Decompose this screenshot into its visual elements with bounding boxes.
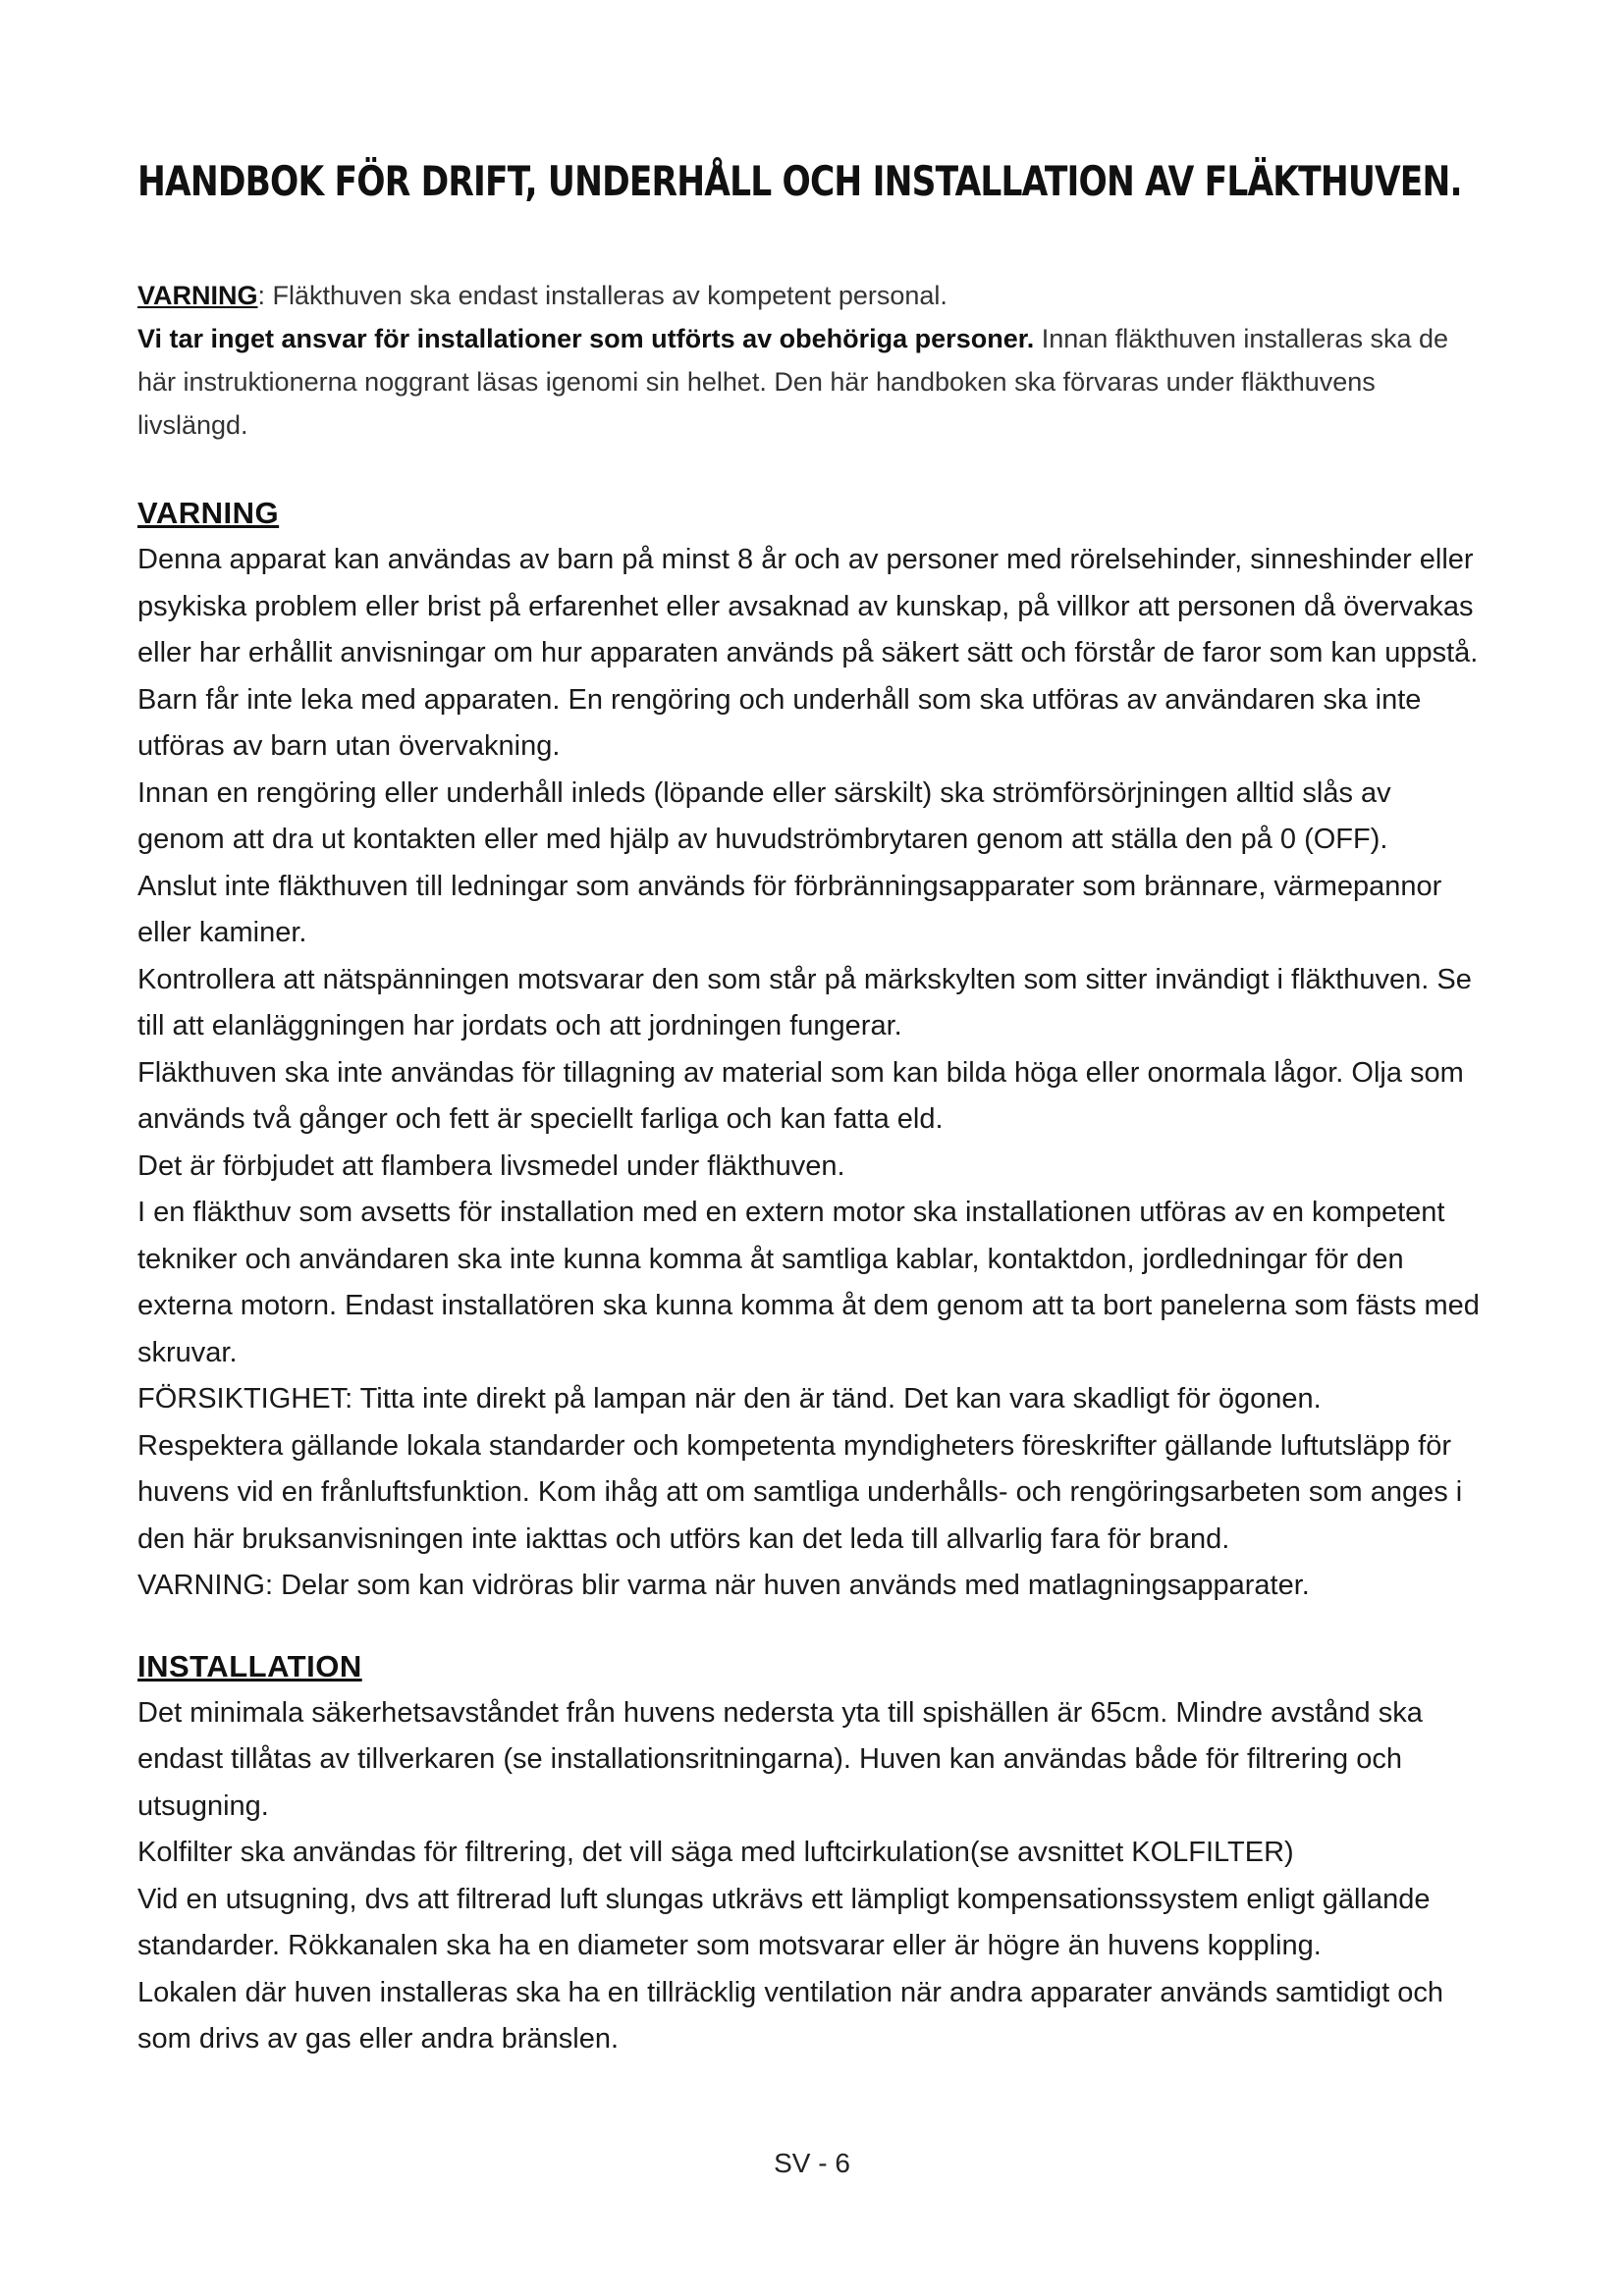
installation-heading: INSTALLATION [137, 1648, 362, 1683]
warning-section [137, 496, 1483, 1610]
warning-paragraph: Fläkthuven ska inte användas för tillagning av material som kan bilda höga eller onormala lågor. Olja som används två gånger och fett är speciellt farliga och kan fatta eld. [137, 1056, 1464, 1135]
warning-paragraph: Denna apparat kan användas av barn på minst 8 år och av personer med rörelsehinder, sinneshinder eller psykiska problem eller brist på erfarenhet eller avsaknad av kunskap, på villkor att personen då övervakas eller har erhållit anvisningar om hur apparaten används på säkert sätt och förstår de faror som kan uppstå. Barn får inte leka med apparaten. En rengöring och underhåll som ska utföras av användaren ska inte utföras av barn utan övervakning. [137, 544, 1479, 762]
warning-paragraph: Anslut inte fläkthuven till ledningar som används för förbränningsapparater som brännare, värmepannor eller kaminer. [137, 870, 1442, 948]
warning-paragraph: VARNING: Delar som kan vidröras blir varma när huven används med matlagningsapparater. [137, 1570, 1310, 1601]
warning-paragraph: Det är förbjudet att flambera livsmedel under fläkthuven. [137, 1149, 845, 1182]
manual-page [137, 157, 1483, 2103]
page-number: SV - 6 [774, 2148, 850, 2178]
warning-paragraph: Innan en rengöring eller underhåll inleds (löpande eller särskilt) ska strömförsörjningen alltid slås av genom att dra ut kontakten eller med hjälp av huvudströmbrytaren genom att ställa den på 0 (OFF). [137, 776, 1391, 855]
installation-section [137, 1649, 1483, 2063]
installation-paragraph: Vid en utsugning, dvs att filtrerad luft slungas utkrävs ett lämpligt kompensationssystem enligt gällande standarder. Rökkanalen ska ha en diameter som motsvarar eller är högre än huvens koppling. [137, 1883, 1431, 1961]
page-title: HANDBOK FÖR DRIFT, UNDERHÅLL OCH INSTALLATION AV FLÄKTHUVEN. [137, 157, 1462, 205]
installation-body [137, 1690, 1483, 2063]
installation-paragraph: Lokalen där huven installeras ska ha en tillräcklig ventilation när andra apparater används samtidigt och som drivs av gas eller andra bränslen. [137, 1976, 1443, 2055]
intro-rest: Innan fläkthuven installeras ska de här instruktionerna noggrant läsas igenomi sin helhet. Den här handboken ska förvaras under fläkthuvens livslängd. [137, 324, 1448, 440]
warning-paragraph: I en fläkthuv som avsetts för installation med en extern motor ska installationen utföras av en kompetent tekniker och användaren ska inte kunna komma åt samtliga kablar, kontaktdon, jordledningar för den externa motorn. Endast installatören ska kunna komma åt dem genom att ta bort panelerna som fästs med skruvar. [137, 1197, 1480, 1368]
intro-warning-label: VARNING [137, 281, 258, 310]
warning-paragraph: FÖRSIKTIGHET: Titta inte direkt på lampan när den är tänd. Det kan vara skadligt för ögonen. [137, 1383, 1322, 1415]
intro-warning [137, 274, 1483, 447]
intro-line1: : Fläkthuven ska endast installeras av kompetent personal. [257, 281, 947, 310]
warning-paragraph: Respektera gällande lokala standarder och kompetenta myndigheters föreskrifter gällande luftutsläpp för huvens vid en frånluftsfunktion. Kom ihåg att om samtliga underhålls- och rengöringsarbeten som anges i den här bruksanvisningen inte iakttas och utförs kan det leda till allvarlig fara för brand. [137, 1429, 1463, 1555]
warning-body [137, 537, 1483, 1610]
installation-paragraph: Det minimala säkerhetsavståndet från huvens nedersta yta till spishällen är 65cm. Mindre avstånd ska endast tillåtas av tillverkaren (se installationsritningarna). Huven kan användas både för filtrering och utsugning. [137, 1696, 1423, 1822]
warning-paragraph: Kontrollera att nätspänningen motsvarar den som står på märkskylten som sitter invändigt i fläkthuven. Se till att elanläggningen har jordats och att jordningen fungerar. [137, 963, 1472, 1041]
installation-paragraph: Kolfilter ska användas för filtrering, det vill säga med luftcirkulation(se avsnittet KOLFILTER) [137, 1837, 1294, 1868]
intro-bold-disclaimer: Vi tar inget ansvar för installationer som utförts av obehöriga personer. [137, 324, 1035, 353]
warning-heading: VARNING [137, 496, 280, 530]
